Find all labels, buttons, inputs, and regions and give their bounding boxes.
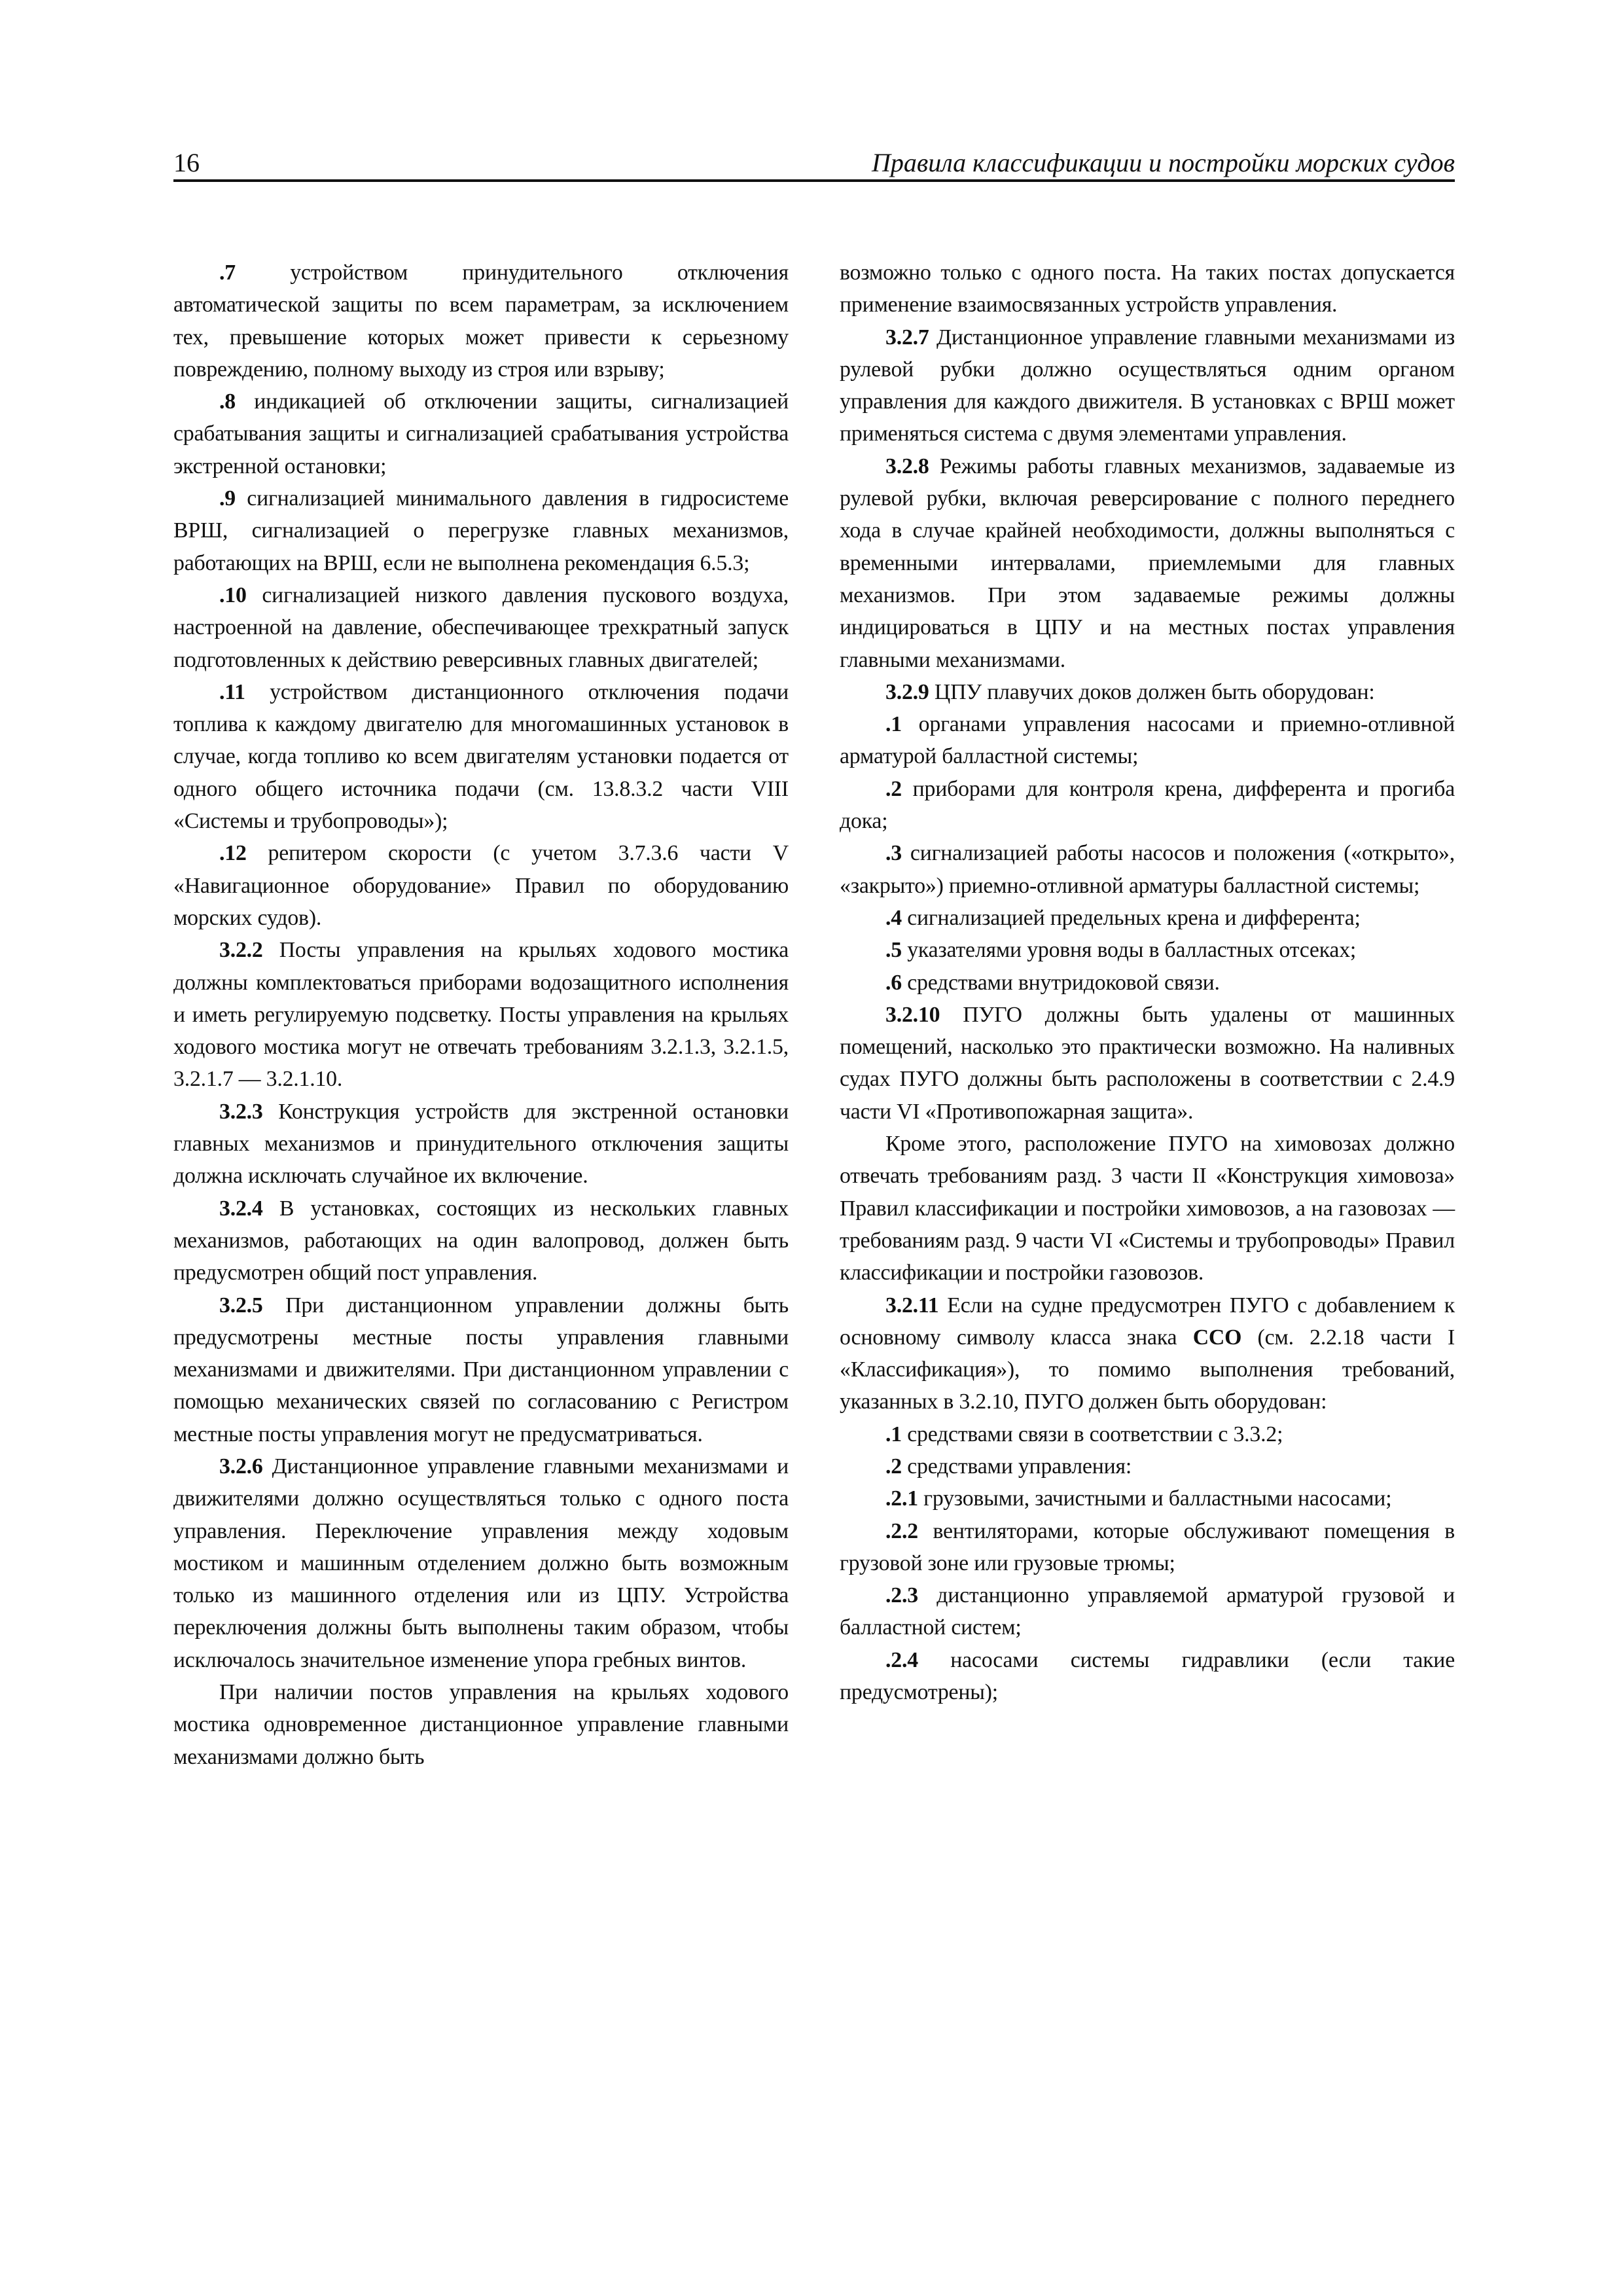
item-number: .12	[219, 841, 247, 866]
paragraph	[840, 967, 1455, 999]
paragraph-text: средствами связи в соответствии с 3.3.2;	[901, 1422, 1283, 1446]
item-number: .2.4	[885, 1647, 918, 1672]
paragraph	[840, 1128, 1455, 1289]
item-number: .2	[885, 776, 902, 801]
paragraph-text: указателями уровня воды в балластных отсеках;	[901, 938, 1357, 963]
paragraph	[173, 257, 789, 386]
item-number: 3.2.7	[885, 325, 929, 350]
paragraph	[173, 1676, 789, 1773]
paragraph-text: При дистанционном управлении должны быть предусмотрены местные посты управления главными механизмами и движителями. При дистанционном управлении с помощью механических связей по согласованию с Регистром местные посты управления могут не предусматриваться.	[173, 1293, 789, 1446]
item-number: .2.3	[885, 1583, 918, 1608]
paragraph	[840, 837, 1455, 902]
paragraph	[840, 999, 1455, 1128]
item-number: .6	[885, 970, 902, 995]
item-number: .1	[885, 1422, 902, 1446]
paragraph-text: репитером скорости (с учетом 3.7.3.6 части V «Навигационное оборудование» Правил по оборудованию морских судов).	[173, 841, 789, 930]
paragraph	[840, 1418, 1455, 1450]
paragraph	[840, 1450, 1455, 1482]
paragraph	[173, 1096, 789, 1193]
item-number: .7	[219, 260, 236, 285]
paragraph-text: сигнализацией работы насосов и положения («открыто», «закрыто») приемно-отливной арматуры балластной системы;	[840, 841, 1455, 898]
paragraph	[840, 773, 1455, 838]
paragraph	[840, 902, 1455, 934]
paragraph-text: устройством принудительного отключения автоматической защиты по всем параметрам, за исключением тех, превышение которых может привести к серьезному повреждению, полному выходу из строя или взрыву;	[173, 260, 789, 382]
paragraph-text: индикацией об отключении защиты, сигнализацией срабатывания защиты и сигнализацией срабатывания устройства экстренной остановки;	[173, 389, 789, 478]
header-rule	[173, 179, 1455, 182]
paragraph	[840, 450, 1455, 676]
paragraph-text: сигнализацией низкого давления пускового воздуха, настроенной на давление, обеспечивающее трехкратный запуск подготовленных к действию реверсивных главных двигателей;	[173, 583, 789, 672]
item-number: 3.2.10	[885, 1002, 940, 1027]
paragraph-text: устройством дистанционного отключения подачи топлива к каждому двигателю для многомашинных установок в случае, когда топливо ко всем двигателям установки подается от одного общего источника подачи (см. 13.8.3.2 части VIII «Системы и трубопроводы»);	[173, 679, 789, 834]
paragraph-text: сигнализацией предельных крена и дифферента;	[901, 905, 1361, 930]
paragraph	[173, 386, 789, 482]
item-number: .11	[219, 679, 245, 704]
paragraph	[173, 482, 789, 579]
paragraph-text: вентиляторами, которые обслуживают помещения в грузовой зоне или грузовые трюмы;	[840, 1518, 1455, 1575]
paragraph-text: Если на судне предусмотрен ПУГО с добавлением к основному символу класса знака	[840, 1293, 1455, 1350]
paragraph-text: Конструкция устройств для экстренной остановки главных механизмов и принудительного отключения защиты должна исключать случайное их включение.	[173, 1099, 789, 1189]
paragraph-text: средствами внутридоковой связи.	[901, 970, 1220, 995]
item-number: 3.2.2	[219, 938, 263, 963]
paragraph	[173, 1193, 789, 1289]
page-header	[173, 145, 1455, 181]
paragraph	[840, 934, 1455, 966]
paragraph	[840, 676, 1455, 708]
item-number: 3.2.4	[219, 1196, 263, 1221]
paragraph	[840, 1644, 1455, 1709]
paragraph	[840, 321, 1455, 450]
paragraph	[173, 837, 789, 934]
paragraph	[173, 934, 789, 1095]
paragraph-text: ПУГО должны быть удалены от машинных помещений, насколько это практически возможно. На наливных судах ПУГО должны быть расположены в соответствии с 2.4.9 части VI «Противопожарная защита».	[840, 1002, 1455, 1124]
paragraph	[840, 1482, 1455, 1515]
paragraph-text: (см. 2.2.18 части I «Классификация»), то помимо выполнения требований, указанных в 3.2.10, ПУГО должен быть оборудован:	[840, 1325, 1455, 1414]
paragraph-text: органами управления насосами и приемно-отливной арматурой балластной системы;	[840, 712, 1455, 769]
item-number: .4	[885, 905, 902, 930]
paragraph-text: В установках, состоящих из нескольких главных механизмов, работающих на один валопровод, должен быть предусмотрен общий пост управления.	[173, 1196, 789, 1285]
left-column	[173, 257, 789, 1773]
paragraph-text: Режимы работы главных механизмов, задаваемые из рулевой рубки, включая реверсирование с полного переднего хода в случае крайней необходимости, должны выполняться с временными интервалами, приемлемыми для главных механизмов. При этом задаваемые режимы должны индицироваться в ЦПУ и на местных постах управления главными механизмами.	[840, 454, 1455, 672]
paragraph-text: грузовыми, зачистными и балластными насосами;	[918, 1486, 1392, 1511]
item-number: .2	[885, 1454, 902, 1479]
paragraph-text: приборами для контроля крена, дифферента и прогиба дока;	[840, 776, 1455, 834]
paragraph-text: Кроме этого, расположение ПУГО на химовозах должно отвечать требованиям разд. 3 части II «Конструкция химовоза» Правил классификации и постройки химовозов, а на газовозах — требованиям разд. 9 части VI «Системы и трубопроводы» Правил классификации и постройки газовозов.	[840, 1132, 1455, 1285]
paragraph	[840, 257, 1455, 321]
paragraph	[840, 1579, 1455, 1644]
paragraph-text: ЦПУ плавучих доков должен быть оборудован:	[929, 679, 1375, 704]
running-title: Правила классификации и постройки морских судов	[871, 148, 1455, 177]
paragraph-text: средствами управления:	[901, 1454, 1132, 1479]
item-number: 3.2.6	[219, 1454, 263, 1479]
paragraph-text: Дистанционное управление главными механизмами из рулевой рубки должно осуществляться одним органом управления для каждого движителя. В установках с ВРШ может применяться система с двумя элементами управления.	[840, 325, 1455, 446]
paragraph	[840, 1515, 1455, 1580]
item-number: .2.1	[885, 1486, 918, 1511]
item-number: 3.2.9	[885, 679, 929, 704]
class-mark: ССО	[1192, 1325, 1242, 1350]
page-number: 16	[173, 148, 200, 177]
right-column	[840, 257, 1455, 1708]
item-number: .10	[219, 583, 247, 607]
paragraph	[173, 676, 789, 837]
paragraph-text: Посты управления на крыльях ходового мостика должны комплектоваться приборами водозащитного исполнения и иметь регулируемую подсветку. Посты управления на крыльях ходового мостика могут не отвечать требованиям 3.2.1.3, 3.2.1.5, 3.2.1.7 — 3.2.1.10.	[173, 938, 789, 1092]
item-number: 3.2.5	[219, 1293, 263, 1318]
item-number: 3.2.3	[219, 1099, 263, 1124]
item-number: .9	[219, 486, 236, 511]
item-number: .3	[885, 841, 902, 866]
item-number: .1	[885, 712, 902, 737]
paragraph	[173, 579, 789, 676]
paragraph	[173, 1289, 789, 1450]
paragraph-text: При наличии постов управления на крыльях ходового мостика одновременное дистанционное управление главными механизмами должно быть	[173, 1680, 789, 1769]
paragraph	[840, 708, 1455, 773]
paragraph-text: возможно только с одного поста. На таких постах допускается применение взаимосвязанных устройств управления.	[840, 260, 1455, 317]
item-number: 3.2.11	[885, 1293, 939, 1318]
item-number: .2.2	[885, 1518, 918, 1543]
item-number: .8	[219, 389, 236, 414]
paragraph-text: сигнализацией минимального давления в гидросистеме ВРШ, сигнализацией о перегрузке главных механизмов, работающих на ВРШ, если не выполнена рекомендация 6.5.3;	[173, 486, 789, 575]
paragraph-text: насосами системы гидравлики (если такие предусмотрены);	[840, 1647, 1455, 1705]
paragraph	[173, 1450, 789, 1676]
item-number: 3.2.8	[885, 454, 929, 478]
item-number: .5	[885, 938, 902, 963]
paragraph-text: Дистанционное управление главными механизмами и движителями должно осуществляться только с одного поста управления. Переключение управления между ходовым мостиком и машинным отделением должно быть возможным только из машинного отделения или из ЦПУ. Устройства переключения должны быть выполнены таким образом, чтобы исключалось значительное изменение упора гребных винтов.	[173, 1454, 789, 1672]
paragraph-text: дистанционно управляемой арматурой грузовой и балластной систем;	[840, 1583, 1455, 1640]
paragraph	[840, 1289, 1455, 1418]
